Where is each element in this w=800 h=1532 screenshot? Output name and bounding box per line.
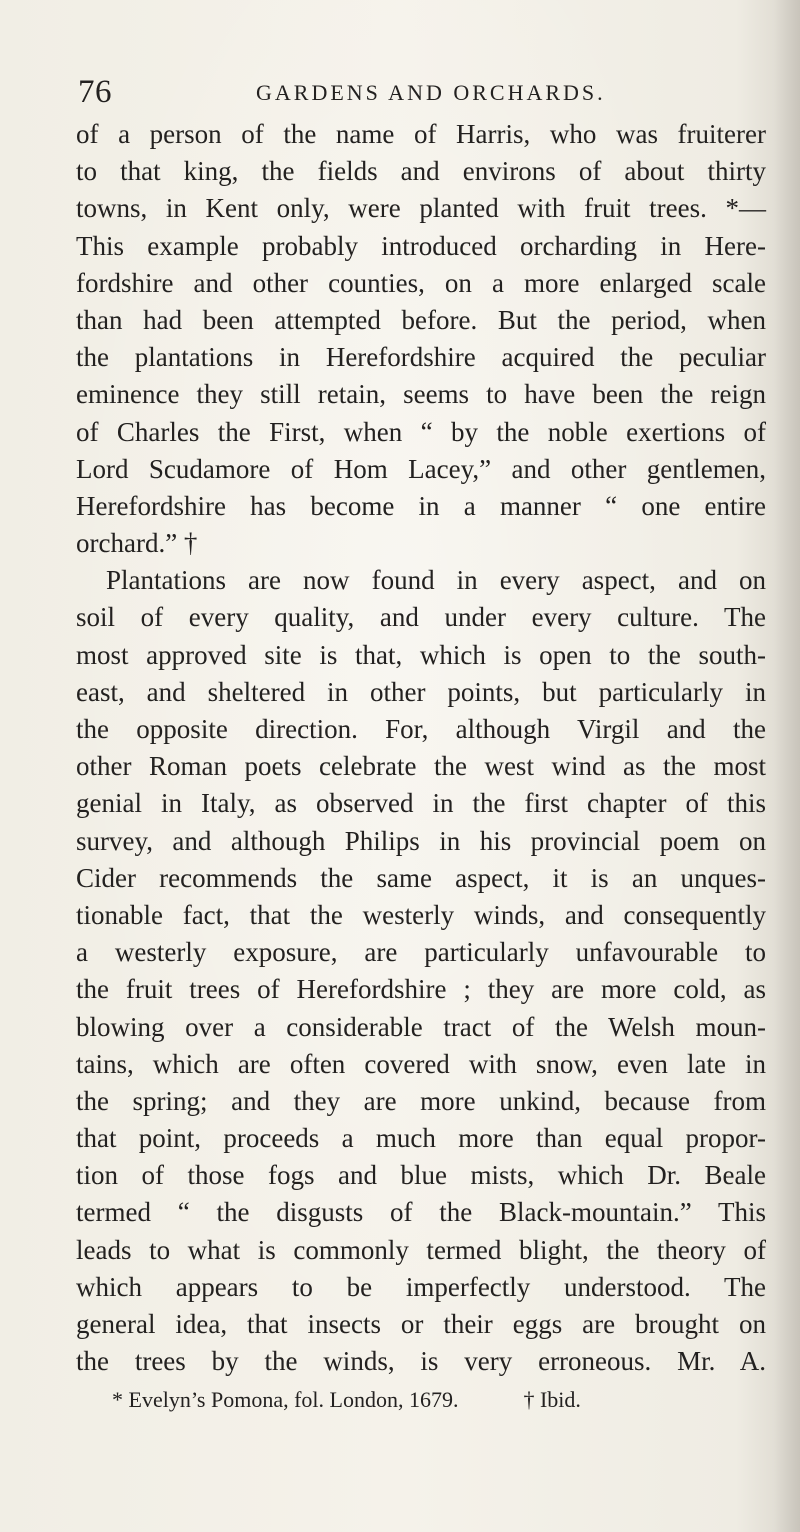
text-line: to that king, the fields and environs of about thirty [76,156,766,187]
text-line: the trees by the winds, is very erroneous. Mr. A. [76,1346,766,1377]
text-line: termed “ the disgusts of the Black-mountain.” This [76,1197,766,1228]
text-line: genial in Italy, as observed in the first chapter of this [76,788,766,819]
paragraph-start-line: Plantations are now found in every aspect, and on [106,565,766,596]
text-line: survey, and although Philips in his provincial poem on [76,825,766,856]
text-line: the plantations in Herefordshire acquired the peculiar [76,342,766,373]
text-line: the spring; and they are more unkind, because from [76,1085,766,1116]
text-line: east, and sheltered in other points, but particularly in [76,676,766,707]
text-line: of Charles the First, when “ by the noble exertions of [76,416,766,447]
text-line: tion of those fogs and blue mists, which Dr. Beale [76,1160,766,1191]
footnotes [76,1381,766,1418]
text-line: which appears to be imperfectly understood. The [76,1271,766,1302]
text-line: Cider recommends the same aspect, it is an unques- [76,862,766,893]
text-line: of a person of the name of Harris, who was fruiterer [76,119,766,149]
text-line: other Roman poets celebrate the west wind as the most [76,751,766,782]
text-line: general idea, that insects or their eggs are brought on [76,1309,766,1339]
text-line: that point, proceeds a much more than equal propor- [76,1123,766,1154]
text-line: than had been attempted before. But the period, when [76,304,766,335]
page-edge-shadow [774,0,800,1532]
body-text [76,116,766,1419]
text-line: most approved site is that, which is open to the south- [76,639,766,670]
text-line: blowing over a considerable tract of the Welsh moun- [76,1011,766,1042]
text-line: soil of every quality, and under every culture. The [76,602,766,633]
text-line: orchard.” † [76,528,198,559]
text-line: Lord Scudamore of Hom Lacey,” and other gentlemen, [76,453,766,484]
text-line: a westerly exposure, are particularly unfavourable to [76,937,766,968]
page-number: 76 [78,74,112,110]
text-line: the opposite direction. For, although Virgil and the [76,714,766,744]
page-header [78,72,718,112]
footnote-evelyn: * Evelyn’s Pomona, fol. London, 1679. [112,1387,459,1413]
text-line: Herefordshire has become in a manner “ one entire [76,490,766,521]
text-line: leads to what is commonly termed blight, the theory of [76,1234,766,1265]
text-line: tionable fact, that the westerly winds, and consequently [76,899,766,930]
text-line: This example probably introduced orcharding in Here- [76,230,766,261]
text-line: fordshire and other counties, on a more enlarged scale [76,267,766,298]
footnote-ibid: † Ibid. [523,1387,581,1413]
text-line: tains, which are often covered with snow, even late in [76,1048,766,1079]
running-head: GARDENS AND ORCHARDS. [256,80,606,105]
text-line: towns, in Kent only, were planted with fruit trees. *— [76,193,766,224]
text-line: eminence they still retain, seems to have been the reign [76,379,766,410]
text-line: the fruit trees of Herefordshire ; they are more cold, as [76,974,766,1005]
